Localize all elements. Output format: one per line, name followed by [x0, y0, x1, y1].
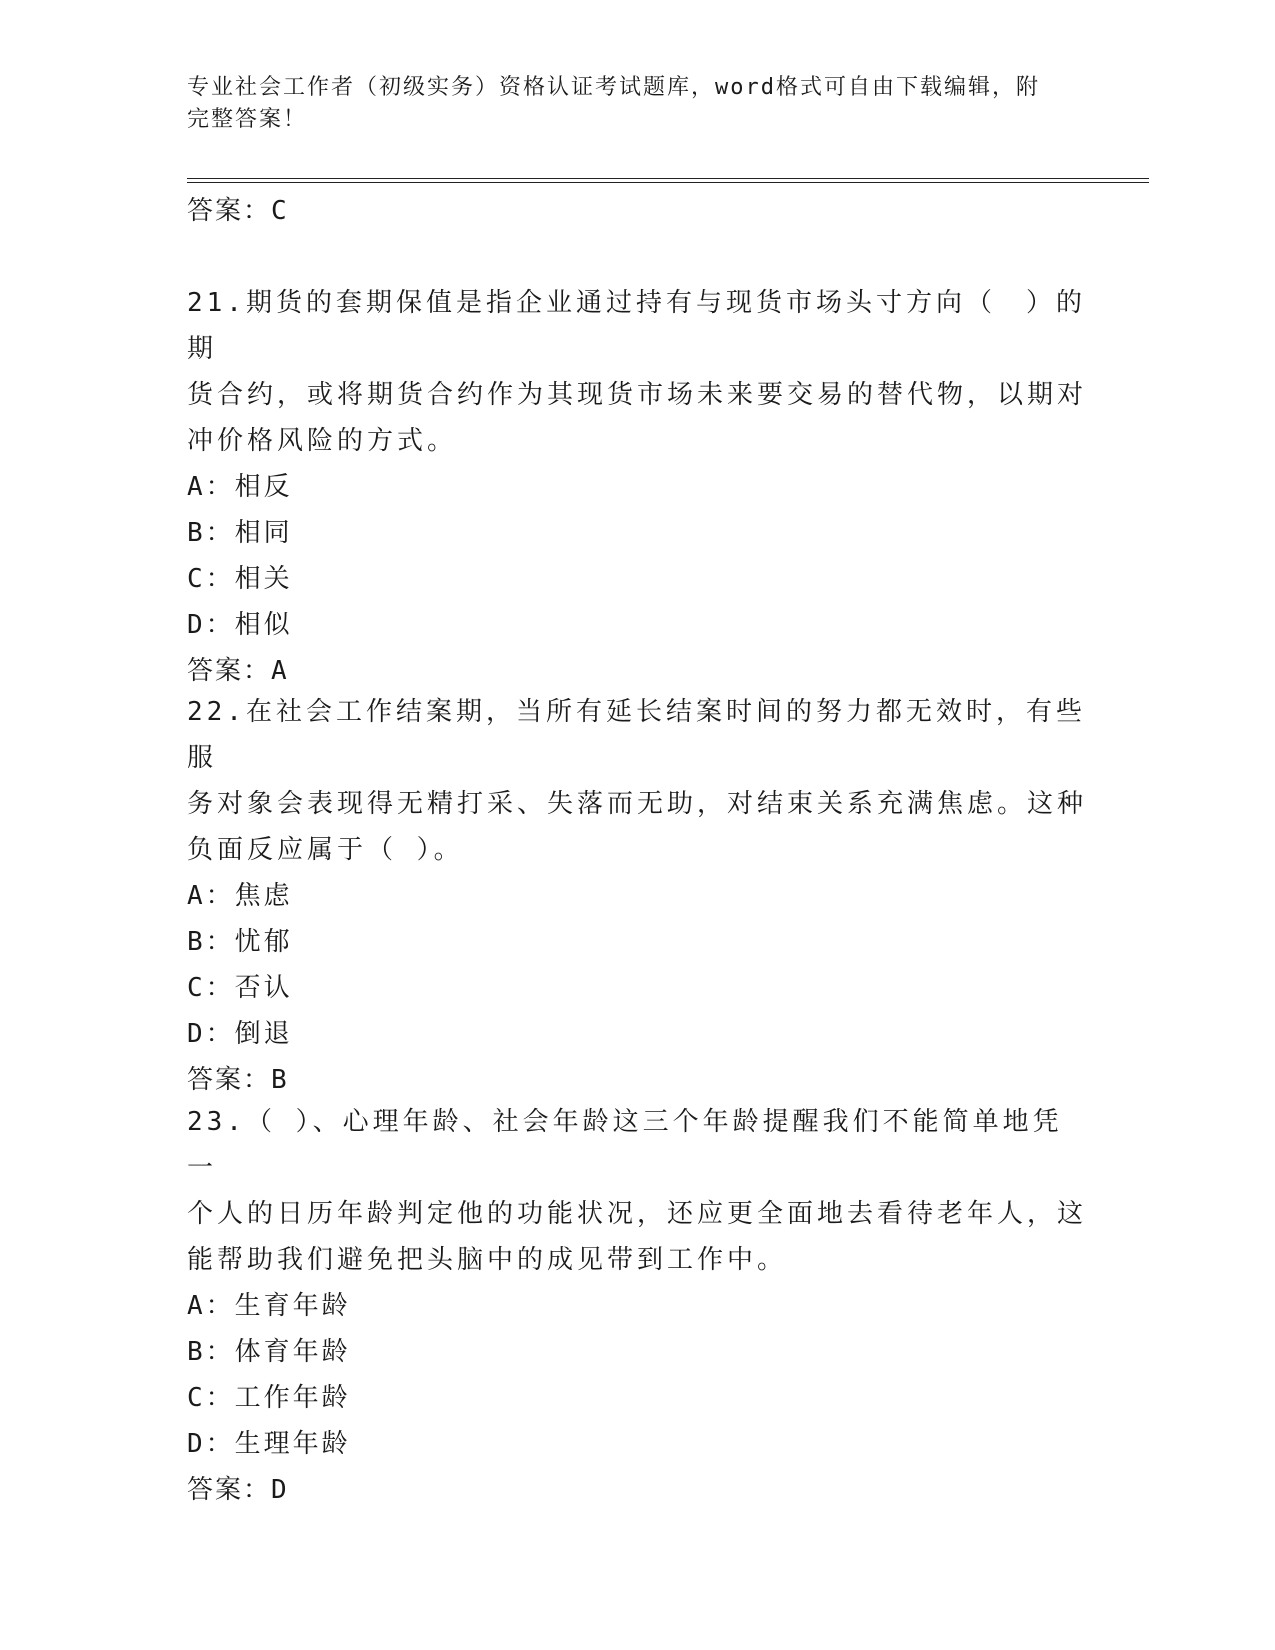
option-c: C：否认 [187, 973, 293, 1003]
question-23 [187, 1099, 1087, 1513]
option-a: A：生育年龄 [187, 1291, 351, 1321]
header-divider-top [187, 178, 1149, 179]
question-stem-line: 个人的日历年龄判定他的功能状况，还应更全面地去看待老年人，这 [187, 1199, 1088, 1229]
question-stem-line: 22.在社会工作结案期，当所有延长结案时间的努力都无效时，有些服 [187, 697, 1086, 773]
question-21 [187, 280, 1087, 694]
header-line-2: 完整答案！ [187, 107, 308, 132]
question-stem-line: 能帮助我们避免把头脑中的成见带到工作中。 [187, 1245, 788, 1275]
option-c: C：工作年龄 [187, 1383, 351, 1413]
question-stem-line: 负面反应属于（ ）。 [187, 835, 464, 865]
answer-line: 答案：B [187, 1065, 289, 1095]
question-stem-line: 冲价格风险的方式。 [187, 426, 458, 456]
question-stem-line: 21.期货的套期保值是指企业通过持有与现货市场头寸方向（ ）的期 [187, 288, 1086, 364]
option-d: D：相似 [187, 610, 293, 640]
option-c: C：相关 [187, 564, 293, 594]
question-stem-line: 务对象会表现得无精打采、失落而无助，对结束关系充满焦虑。这种 [187, 789, 1088, 819]
option-a: A：相反 [187, 472, 293, 502]
answer-line: 答案：D [187, 1475, 289, 1505]
option-d: D：生理年龄 [187, 1429, 351, 1459]
option-b: B：相同 [187, 518, 293, 548]
header-divider-bottom [187, 182, 1149, 183]
header-line-1: 专业社会工作者（初级实务）资格认证考试题库，word格式可自由下载编辑，附 [187, 75, 1040, 100]
option-a: A：焦虑 [187, 881, 293, 911]
option-b: B：体育年龄 [187, 1337, 351, 1367]
question-22 [187, 689, 1087, 1103]
question-stem-line: 货合约，或将期货合约作为其现货市场未来要交易的替代物，以期对 [187, 380, 1088, 410]
question-stem-line: 23.（ ）、心理年龄、社会年龄这三个年龄提醒我们不能简单地凭一 [187, 1107, 1063, 1183]
option-d: D：倒退 [187, 1019, 293, 1049]
previous-question-answer: 答案：C [187, 196, 289, 226]
option-b: B：忧郁 [187, 927, 293, 957]
answer-line: 答案：A [187, 656, 289, 686]
document-header [187, 72, 1087, 136]
